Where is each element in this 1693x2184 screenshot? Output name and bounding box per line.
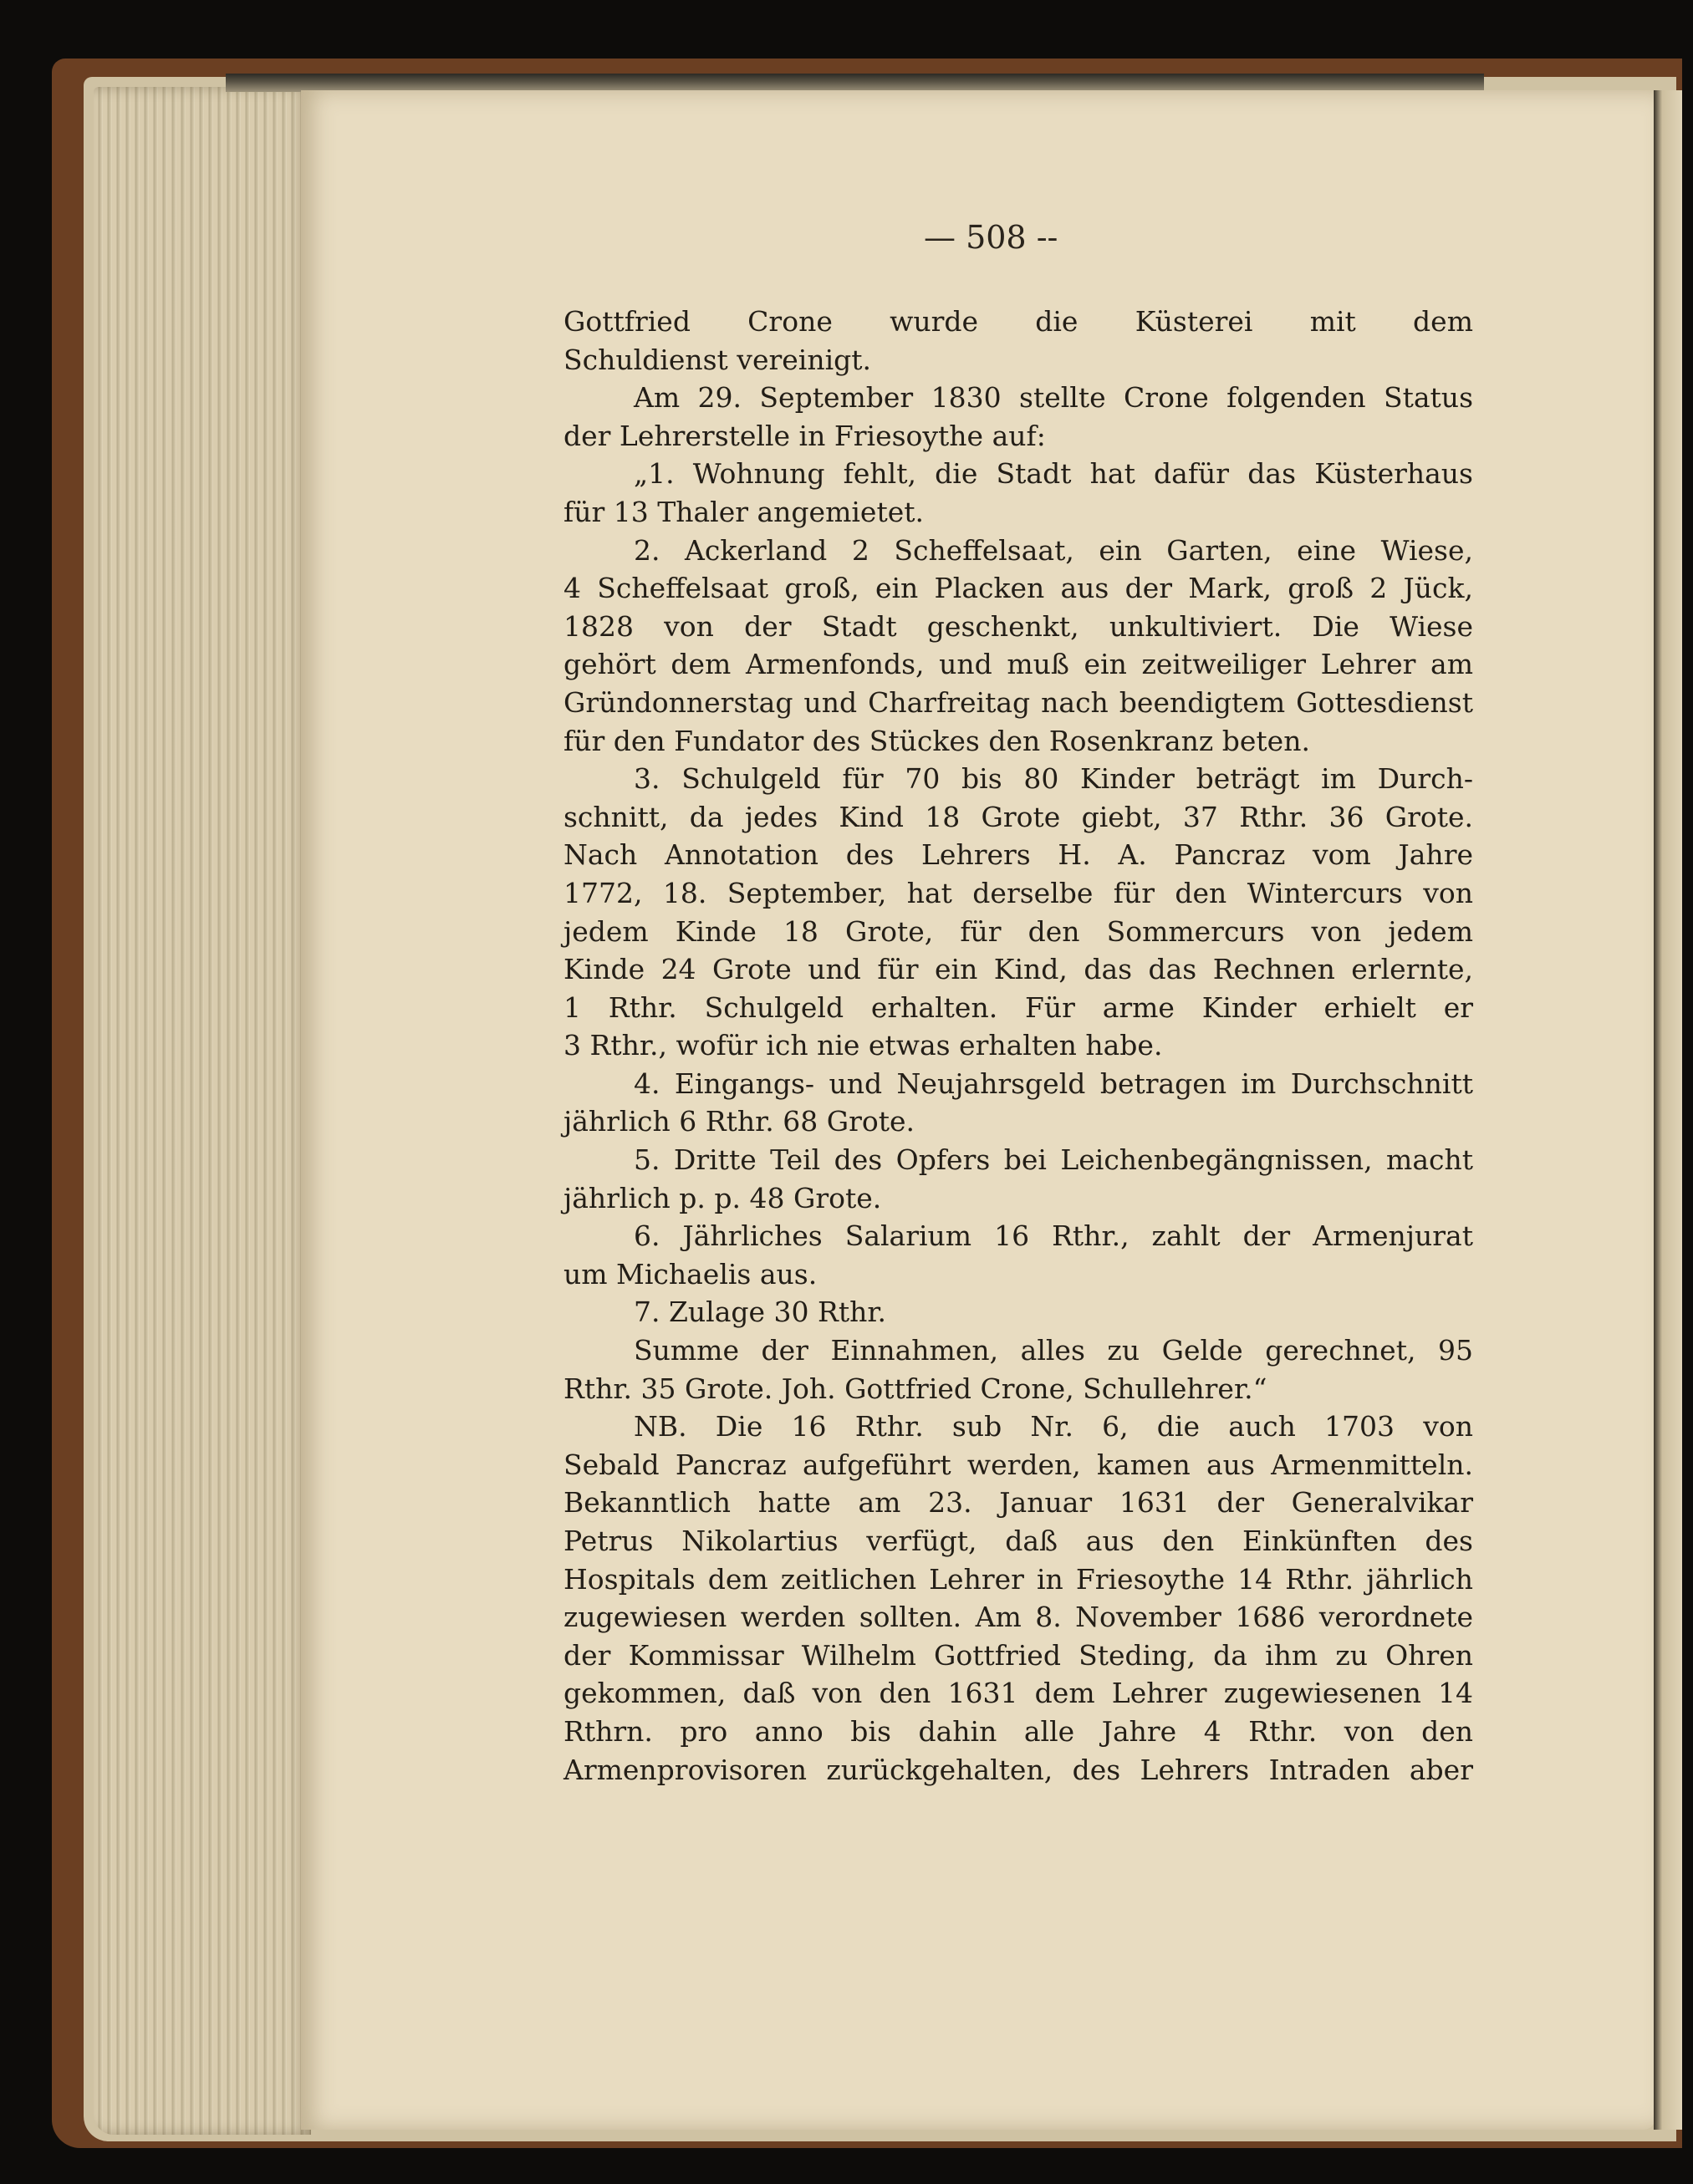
text-line: schnitt, da jedes Kind 18 Grote giebt, 37 Rthr. 36 Grote.: [563, 800, 1473, 833]
text-line: 4. Eingangs- und Neujahrsgeld betragen im Durchschnitt: [634, 1067, 1473, 1100]
text-line: gehört dem Armenfonds, und muß ein zeitweiliger Lehrer am: [563, 648, 1473, 681]
text-line: Armenprovisoren zurückgehalten, des Lehrers Intraden aber: [563, 1753, 1473, 1786]
text-line: jährlich p. p. 48 Grote.: [563, 1181, 882, 1214]
text-line: jedem Kinde 18 Grote, für den Sommercurs von jedem: [563, 914, 1473, 948]
text-line: Summe der Einnahmen, alles zu Gelde gerechnet, 95: [634, 1334, 1473, 1367]
text-line: Gottfried Crone wurde die Küsterei mit dem: [563, 305, 1473, 338]
text-line: 2. Ackerland 2 Scheffelsaat, ein Garten, eine Wiese,: [634, 533, 1473, 567]
text-line: für den Fundator des Stückes den Rosenkranz beten.: [563, 724, 1310, 757]
text-line: 3 Rthr., wofür ich nie etwas erhalten habe.: [563, 1029, 1163, 1062]
body-text: [563, 303, 1473, 1789]
text-line: gekommen, daß von den 1631 dem Lehrer zugewiesenen 14: [563, 1677, 1473, 1710]
text-line: 5. Dritte Teil des Opfers bei Leichenbegängnissen, macht: [634, 1143, 1473, 1177]
text-line: Rthrn. pro anno bis dahin alle Jahre 4 Rthr. von den: [563, 1714, 1473, 1748]
text-line: 4 Scheffelsaat groß, ein Placken aus der Mark, groß 2 Jück,: [563, 572, 1473, 605]
text-line: „1. Wohnung fehlt, die Stadt hat dafür das Küsterhaus: [634, 457, 1473, 491]
text-line: Gründonnerstag und Charfreitag nach beendigtem Gottesdienst: [563, 685, 1473, 719]
text-line: jährlich 6 Rthr. 68 Grote.: [563, 1105, 915, 1138]
text-line: Rthr. 35 Grote. Joh. Gottfried Crone, Schullehrer.“: [563, 1372, 1267, 1405]
text-line: 1 Rthr. Schulgeld erhalten. Für arme Kinder erhielt er: [563, 990, 1473, 1024]
text-line: Am 29. September 1830 stellte Crone folgenden Status: [634, 381, 1473, 415]
text-line: zugewiesen werden sollten. Am 8. November 1686 verordnete: [563, 1601, 1473, 1634]
text-line: 1828 von der Stadt geschenkt, unkultiviert. Die Wiese: [563, 609, 1473, 643]
text-line: Bekanntlich hatte am 23. Januar 1631 der Generalvikar: [563, 1486, 1473, 1520]
text-line: NB. Die 16 Rthr. sub Nr. 6, die auch 1703 von: [634, 1410, 1473, 1443]
text-line: Nach Annotation des Lehrers H. A. Pancraz vom Jahre: [563, 838, 1473, 872]
text-line: 7. Zulage 30 Rthr.: [634, 1296, 887, 1329]
text-line: Petrus Nikolartius verfügt, daß aus den Einkünften des: [563, 1525, 1473, 1557]
text-line: Schuldienst vereinigt.: [563, 343, 872, 376]
text-line: für 13 Thaler angemietet.: [563, 495, 924, 528]
text-line: Kinde 24 Grote und für ein Kind, das das Rechnen erlernte,: [563, 953, 1473, 986]
text-line: der Lehrerstelle in Friesoythe auf:: [563, 419, 1046, 452]
facing-page-edge: [1654, 90, 1682, 2130]
text-line: Hospitals dem zeitlichen Lehrer in Friesoythe 14 Rthr. jährlich: [563, 1562, 1473, 1596]
text-line: 3. Schulgeld für 70 bis 80 Kinder beträgt im Durch-: [634, 762, 1473, 796]
text-line: der Kommissar Wilhelm Gottfried Steding, da ihm zu Ohren: [563, 1638, 1473, 1672]
top-page-edge: [226, 74, 1484, 92]
text-line: um Michaelis aus.: [563, 1257, 818, 1291]
stacked-page-edges: [94, 87, 311, 2135]
text-line: 1772, 18. September, hat derselbe für den Wintercurs von: [563, 876, 1473, 909]
text-line: Sebald Pancraz aufgeführt werden, kamen aus Armenmitteln.: [563, 1448, 1473, 1481]
page-number: — 508 --: [924, 219, 1058, 256]
text-line: 6. Jährliches Salarium 16 Rthr., zahlt der Armenjurat: [634, 1219, 1473, 1253]
